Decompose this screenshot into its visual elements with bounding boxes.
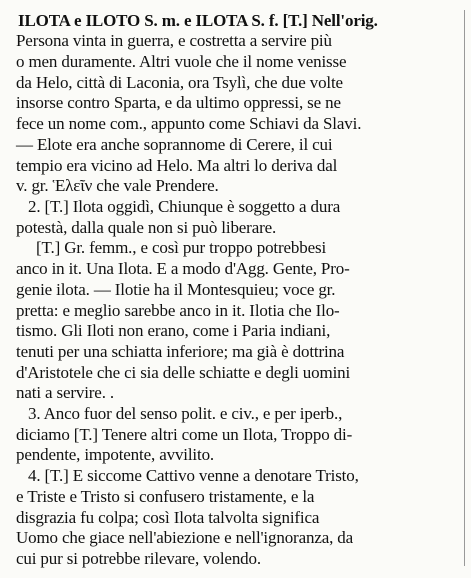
entry-line: [0, 300, 471, 322]
entry-line: [0, 507, 471, 529]
entry-line: [0, 92, 471, 114]
entry-line-text: genie ilota. — Ilotie ha il Montesquieu; voce gr.: [16, 280, 336, 299]
entry-line: [0, 72, 471, 94]
entry-line-text: [T.] Gr. femm., e così pur troppo potrebbesi: [36, 238, 327, 257]
entry-line-text: diciamo [T.] Tenere altri come un Ilota, Troppo di-: [16, 425, 353, 444]
entry-line: [0, 134, 471, 156]
entry-line: [0, 527, 471, 549]
entry-line: [0, 30, 471, 52]
entry-line-text: cui pur si potrebbe rilevare, volendo.: [16, 549, 261, 568]
entry-line-text: anco in it. Una Ilota. E a modo d'Agg. Gente, Pro-: [16, 259, 350, 278]
entry-line-text: e Triste e Tristo si confusero tristamente, e la: [16, 487, 315, 506]
entry-line: [0, 362, 471, 384]
entry-line-text: tismo. Gli Iloti non erano, come i Paria indiani,: [16, 321, 331, 340]
entry-line: [0, 444, 471, 466]
entry-line-text: disgrazia fu colpa; così Ilota talvolta significa: [16, 508, 320, 527]
entry-line: [0, 341, 471, 363]
entry-line-text: Persona vinta in guerra, e costretta a servire più: [16, 31, 332, 50]
entry-line: [0, 196, 471, 218]
entry-line: [0, 486, 471, 508]
entry-line-text: 3. Anco fuor del senso polit. e civ., e per iperb.,: [28, 404, 343, 423]
entry-line-text: — Elote era anche soprannome di Cerere, il cui: [16, 135, 333, 154]
entry-line-text: potestà, dalla quale non si può liberare.: [16, 218, 277, 237]
entry-line: [0, 465, 471, 487]
entry-line-text: pretta: e meglio sarebbe anco in it. Ilotia che Ilo-: [16, 301, 340, 320]
entry-line: [0, 51, 471, 73]
entry-line: [0, 279, 471, 301]
entry-line-text: o men duramente. Altri vuole che il nome venisse: [16, 52, 347, 71]
entry-line: [0, 424, 471, 446]
entry-line-text: nati a servire. .: [16, 383, 114, 402]
entry-line: [0, 175, 471, 197]
entry-line: [0, 548, 471, 570]
entry-line-text: v. gr. Ἑλεῖν che vale Prendere.: [16, 176, 219, 195]
entry-line: [0, 258, 471, 280]
entry-line: [0, 155, 471, 177]
entry-line: [0, 10, 471, 32]
entry-line-text: 4. [T.] E siccome Cattivo venne a denotare Tristo,: [28, 466, 359, 485]
entry-line-text: Uomo che giace nell'abiezione e nell'ignoranza, da: [16, 528, 354, 547]
entry-line: [0, 320, 471, 342]
entry-line-text: tempio era vicino ad Helo. Ma altri lo deriva dal: [16, 156, 338, 175]
entry-line-text: tenuti per una schiatta inferiore; ma già è dottrina: [16, 342, 345, 361]
entry-line-text: 2. [T.] Ilota oggidì, Chiunque è soggetto a dura: [28, 197, 341, 216]
entry-line-text: fece un nome com., appunto come Schiavi da Slavi.: [16, 114, 362, 133]
entry-line-text: insorse contro Sparta, e da ultimo oppressi, se ne: [16, 93, 341, 112]
entry-line-text: da Helo, città di Laconia, ora Tsylì, che due volte: [16, 73, 343, 92]
entry-line-text: d'Aristotele che ci sia delle schiatte e degli uomini: [16, 363, 351, 382]
entry-line-text: pendente, impotente, avvilito.: [16, 445, 215, 464]
entry-line: [0, 382, 471, 404]
entry-line: [0, 237, 471, 259]
entry-line: [0, 217, 471, 239]
entry-line: [0, 403, 471, 425]
entry-line-text: ILOTA e ILOTO S. m. e ILOTA S. f. [T.] Nell'orig.: [18, 11, 378, 30]
entry-line: [0, 113, 471, 135]
